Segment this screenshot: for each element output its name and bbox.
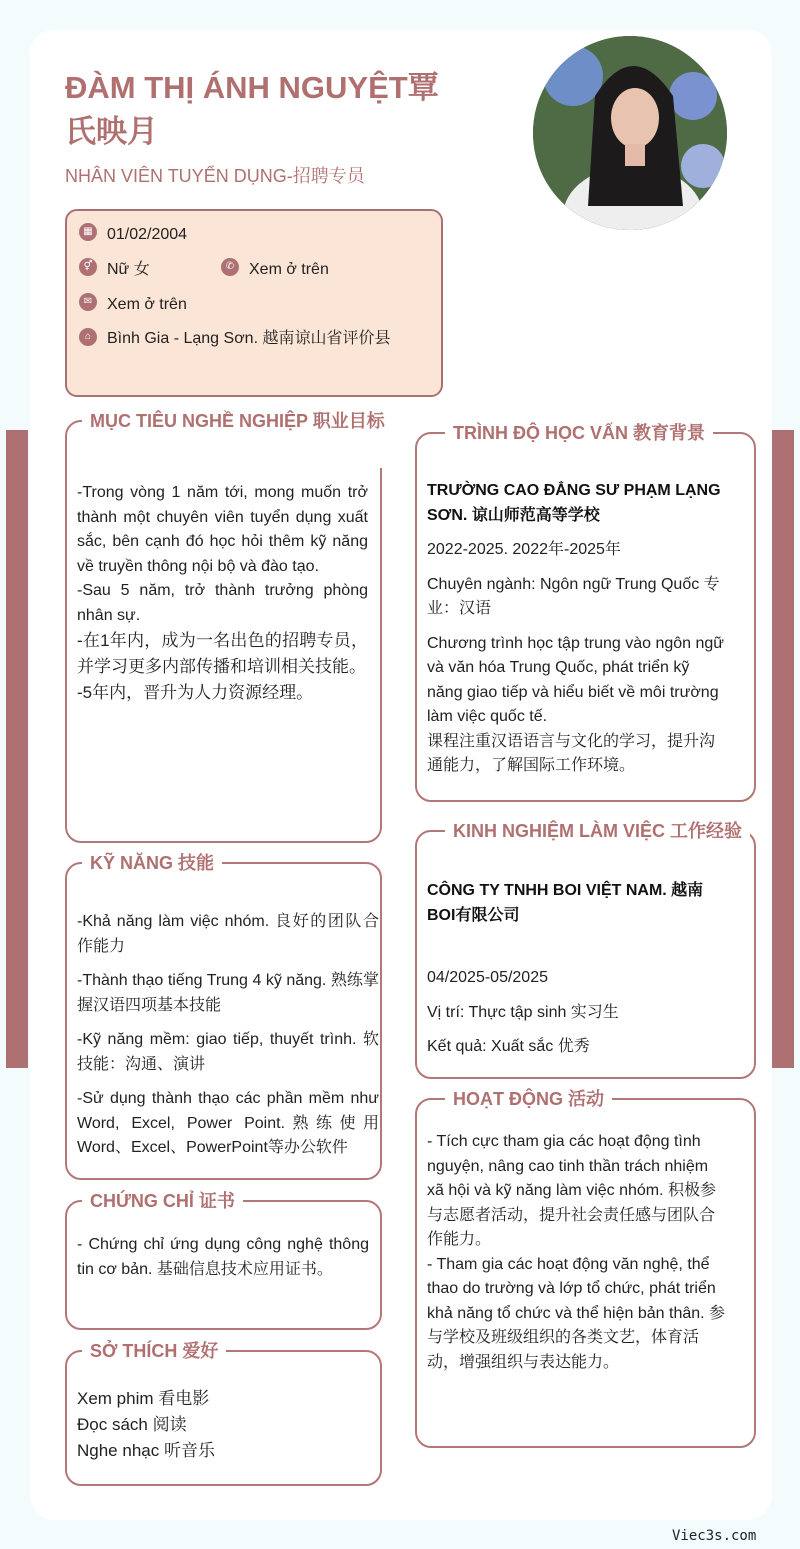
work-position: Vị trí: Thực tập sinh 实习生 — [427, 1003, 619, 1021]
school-name: TRƯỜNG CAO ĐẲNG SƯ PHẠM LẠNG SƠN. 谅山师范高等学校 — [427, 482, 721, 524]
work-period: 04/2025-05/2025 — [427, 969, 548, 986]
home-icon: ⌂ — [79, 328, 97, 346]
education-title: TRÌNH ĐỘ HỌC VẤN 教育背景 — [445, 420, 713, 446]
hobby-item: Đọc sách 阅读 — [77, 1415, 187, 1434]
objective-line: -Sau 5 năm, trở thành trưởng phòng nhân sự. — [77, 582, 368, 624]
calendar-icon: ▦ — [79, 223, 97, 241]
certificates-title: CHỨNG CHỈ 证书 — [82, 1188, 243, 1214]
objective-line: -在1年内，成为一名出色的招聘专员，并学习更多内部传播和培训相关技能。 — [77, 631, 368, 676]
gender-icon: ⚥ — [79, 258, 97, 276]
phone: Xem ở trên — [249, 261, 329, 278]
right-decor-band — [772, 430, 794, 1068]
company-name: CÔNG TY TNHH BOI VIỆT NAM. 越南BOI有限公司 — [427, 882, 704, 924]
date-of-birth: 01/02/2004 — [107, 226, 188, 243]
skill-item: -Sử dụng thành thạo các phần mềm như Word, Excel, Power Point.熟练使用Word、Excel、PowerPoint等办公软件 — [77, 1090, 379, 1156]
skill-item: -Thành thạo tiếng Trung 4 kỹ năng. 熟练掌握汉语四项基本技能 — [77, 972, 379, 1014]
work-result: Kết quả: Xuất sắc 优秀 — [427, 1038, 590, 1055]
job-title: NHÂN VIÊN TUYỂN DỤNG-招聘专员 — [65, 166, 365, 186]
left-decor-band — [6, 430, 28, 1068]
certificate-text: - Chứng chỉ ứng dụng công nghệ thông tin cơ bản. 基础信息技术应用证书。 — [77, 1236, 369, 1278]
major: Chuyên ngành: Ngôn ngữ Trung Quốc 专业：汉语 — [427, 575, 720, 617]
candidate-name: ĐÀM THỊ ÁNH NGUYỆT覃氏映月 — [65, 70, 439, 149]
hobby-item: Nghe nhạc 听音乐 — [77, 1441, 215, 1460]
personal-info-box — [65, 209, 443, 397]
education-description-cn: 课程注重汉语语言与文化的学习，提升沟通能力，了解国际工作环境。 — [427, 732, 716, 774]
phone-icon: ✆ — [221, 258, 239, 276]
email-icon: ✉ — [79, 293, 97, 311]
activities-title: HOẠT ĐỘNG 活动 — [445, 1086, 612, 1112]
hobbies-list — [77, 1386, 369, 1464]
skills-title: KỸ NĂNG 技能 — [82, 850, 222, 876]
address: Bình Gia - Lạng Sơn. 越南谅山省评价县 — [107, 330, 391, 347]
objective-line: -5年内，晋升为人力资源经理。 — [77, 683, 314, 702]
skills-list — [77, 910, 379, 1161]
objective-title: MỤC TIÊU NGHỀ NGHIỆP 职业目标 — [82, 408, 398, 468]
profile-photo — [533, 36, 727, 230]
objective-line: -Trong vòng 1 năm tới, mong muốn trở thành một chuyên viên tuyển dụng xuất sắc, bên cạnh đó học hỏi thêm kỹ năng về truyền thông nội bộ và đào tạo. — [77, 484, 368, 575]
objective-text — [77, 481, 368, 706]
gender: Nữ 女 — [107, 261, 150, 278]
activity-paragraph: - Tham gia các hoạt động văn nghệ, thể thao do trường và lớp tổ chức, phát triển khả năng tổ chức và thể hiện bản thân. 参与学校及班级组织的各类文艺，体育活动，增强组织与表达能力。 — [427, 1255, 726, 1371]
hobbies-title: SỞ THÍCH 爱好 — [82, 1338, 226, 1364]
activities-content — [427, 1130, 727, 1375]
skill-item: -Kỹ năng mềm: giao tiếp, thuyết trình. 软技能：沟通、演讲 — [77, 1031, 379, 1073]
skill-item: -Khả năng làm việc nhóm. 良好的团队合作能力 — [77, 913, 379, 955]
activity-paragraph: - Tích cực tham gia các hoạt động tình nguyện, nâng cao tinh thần trách nhiệm xã hội và kỹ năng làm việc nhóm. 积极参与志愿者活动，提升社会责任感与团队合作能力。 — [427, 1133, 717, 1248]
email: Xem ở trên — [107, 296, 187, 313]
education-description: Chương trình học tập trung vào ngôn ngữ và văn hóa Trung Quốc, phát triển kỹ năng giao tiếp và hiểu biết về môi trường làm việc quốc tế. — [427, 634, 724, 725]
education-content — [427, 479, 727, 779]
watermark: Viec3s.com — [672, 1528, 757, 1544]
study-period: 2022-2025. 2022年-2025年 — [427, 541, 621, 558]
experience-content — [427, 879, 727, 1060]
experience-title: KINH NGHIỆM LÀM VIỆC 工作经验 — [445, 818, 750, 844]
hobby-item: Xem phim 看电影 — [77, 1389, 210, 1408]
